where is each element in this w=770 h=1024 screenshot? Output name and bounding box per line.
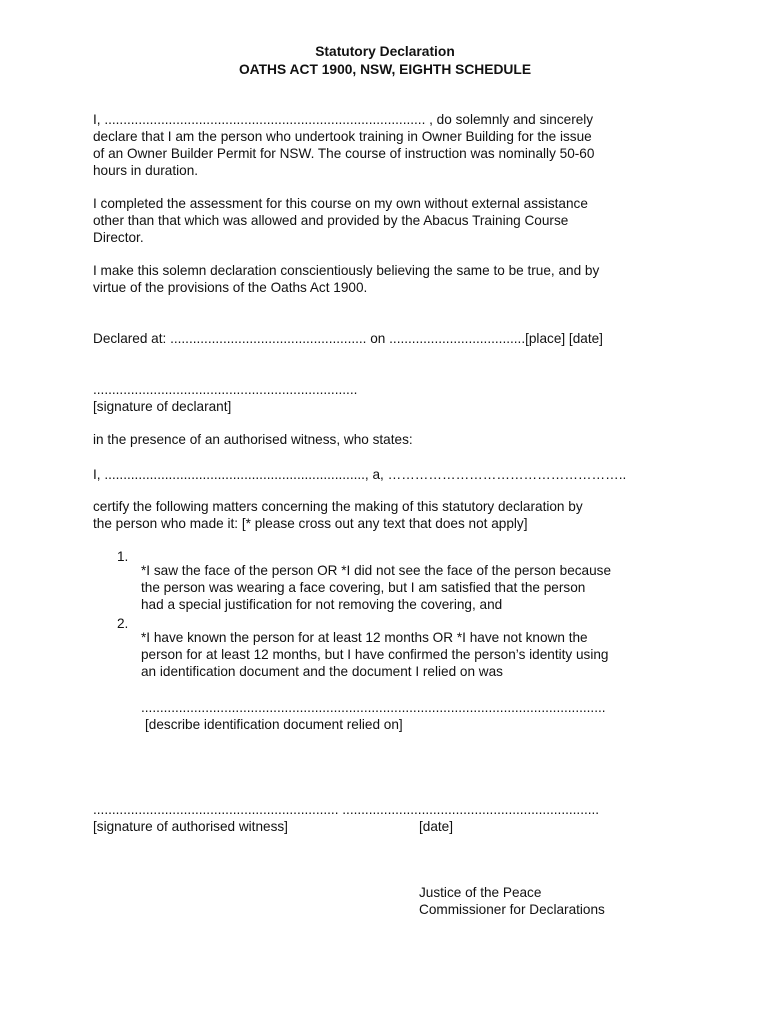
list-item-line: the person was wearing a face covering, but I am satisfied that the person (141, 579, 586, 595)
witness-name-line: I, ....................................................................., a, …………………………………………….. (93, 467, 627, 482)
list-item-line: person for at least 12 months, but I have confirmed the person’s identity using (141, 646, 609, 662)
justice-of-the-peace-title: Justice of the Peace (419, 885, 542, 900)
assessment-line: other than that which was allowed and provided by the Abacus Training Course (93, 213, 569, 228)
witness-signature-dots: ................................................................. .................................................................... (93, 802, 600, 817)
intro-line: of an Owner Builder Permit for NSW. The course of instruction was nominally 50-60 (93, 146, 595, 161)
document-subtitle: OATHS ACT 1900, NSW, EIGHTH SCHEDULE (238, 62, 532, 77)
solemn-line: virtue of the provisions of the Oaths Act 1900. (93, 280, 368, 295)
certify-line: the person who made it: [* please cross out any text that does not apply] (93, 516, 528, 531)
certify-line: certify the following matters concerning the making of this statutory declaration by (93, 499, 583, 514)
declarant-signature-label: [signature of declarant] (93, 399, 232, 414)
witness-intro: in the presence of an authorised witness, who states: (93, 432, 413, 447)
intro-line: I, ..................................................................................... , do solemnly and sincerely (93, 112, 594, 127)
intro-line: hours in duration. (93, 163, 199, 178)
date-label: [date] (419, 819, 454, 834)
solemn-line: I make this solemn declaration conscientiously believing the same to be true, and by (93, 263, 600, 278)
witness-signature-label: [signature of authorised witness] (93, 819, 288, 834)
identification-document-label: [describe identification document relied on] (145, 717, 403, 732)
list-item-number: 2. (117, 616, 129, 631)
list-item-line: had a special justification for not removing the covering, and (141, 596, 503, 612)
declarant-signature-dots: ...................................................................... (93, 382, 358, 397)
declared-at-line: Declared at: .................................................... on ....................................[place] [date] (93, 331, 603, 346)
assessment-line: I completed the assessment for this course on my own without external assistance (93, 196, 588, 211)
intro-line: declare that I am the person who undertook training in Owner Building for the issue (93, 129, 592, 144)
list-item-line: *I saw the face of the person OR *I did not see the face of the person because (141, 562, 612, 578)
document-title: Statutory Declaration (315, 44, 455, 59)
identification-document-dots: ........................................................................................................................... (141, 700, 606, 715)
assessment-line: Director. (93, 230, 144, 245)
list-item-line: *I have known the person for at least 12 months OR *I have not known the (141, 629, 588, 645)
commissioner-title: Commissioner for Declarations (419, 902, 605, 917)
list-item-line: an identification document and the document I relied on was (141, 663, 503, 679)
list-item-number: 1. (117, 549, 129, 564)
